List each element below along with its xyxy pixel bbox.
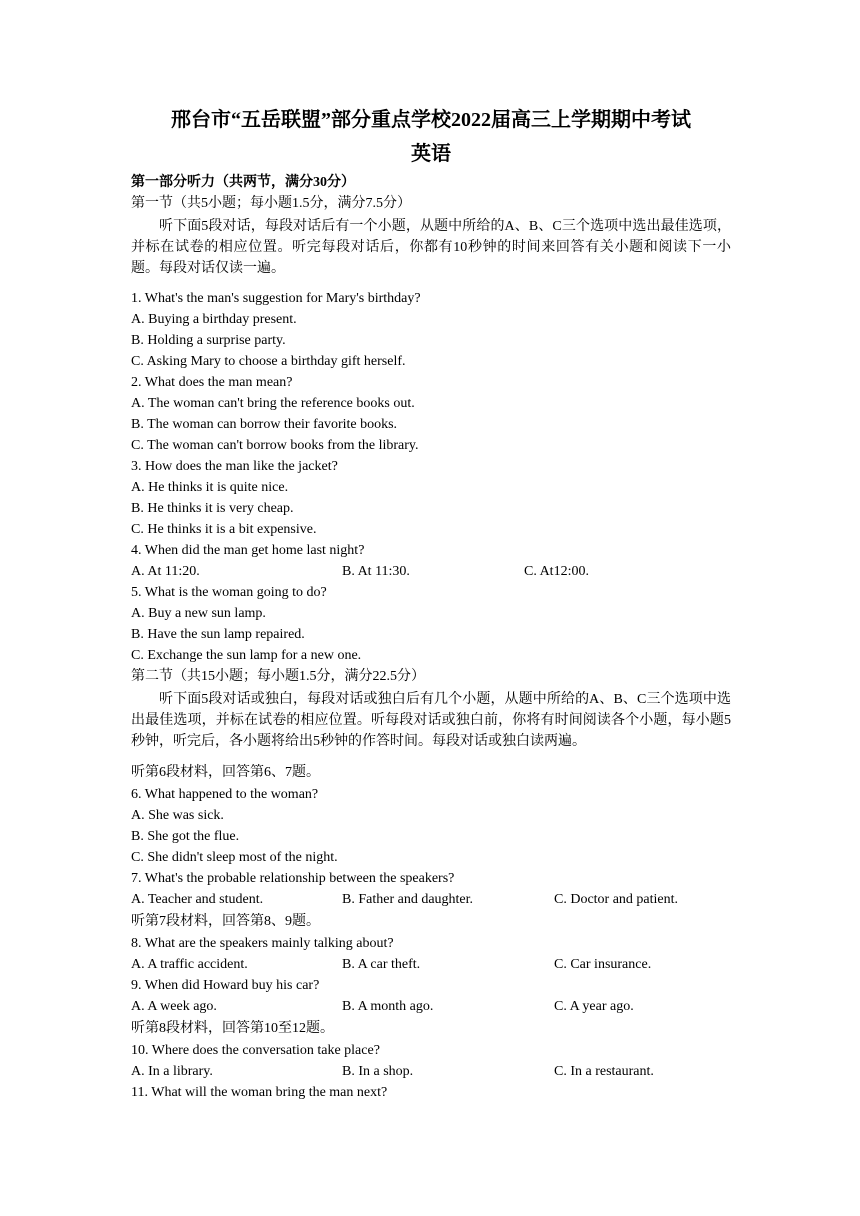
q10-option-a: A. In a library. bbox=[131, 1064, 213, 1079]
q4-stem: 4. When did the man get home last night? bbox=[131, 543, 365, 558]
q8-option-b: B. A car theft. bbox=[342, 957, 421, 972]
q3-option-c: C. He thinks it is a bit expensive. bbox=[131, 522, 317, 537]
q6-option-a: A. She was sick. bbox=[131, 808, 224, 823]
q5-option-b: B. Have the sun lamp repaired. bbox=[131, 627, 305, 642]
q2-stem: 2. What does the man mean? bbox=[131, 375, 293, 390]
q3-option-b: B. He thinks it is very cheap. bbox=[131, 501, 294, 516]
q8-option-c: C. Car insurance. bbox=[554, 957, 652, 972]
q7-option-b: B. Father and daughter. bbox=[342, 892, 474, 907]
q9-option-c: C. A year ago. bbox=[554, 999, 634, 1014]
exam-subject: 英语 bbox=[411, 143, 451, 165]
q1-stem: 1. What's the man's suggestion for Mary's birthday? bbox=[131, 291, 421, 306]
q3-option-a: A. He thinks it is quite nice. bbox=[131, 480, 289, 495]
section2-instructions: 听下面5段对话或独白，每段对话或独白后有几个小题，从题中所给的A、B、C三个选项中选出最佳选项，并标在试卷的相应位置。听每段对话或独白前，你将有时间阅读各个小题，每小题5秒钟，听完后，各小题将给出5秒钟的作答时间。每段对话或独白读两遍。 bbox=[131, 692, 731, 749]
q8-option-a: A. A traffic accident. bbox=[131, 957, 248, 972]
q10-option-b: B. In a shop. bbox=[342, 1064, 414, 1079]
q9-stem: 9. When did Howard buy his car? bbox=[131, 978, 320, 993]
q11-stem: 11. What will the woman bring the man next? bbox=[131, 1085, 388, 1100]
q2-option-c: C. The woman can't borrow books from the library. bbox=[131, 438, 419, 453]
section2-heading: 第二节（共15小题；每小题1.5分，满分22.5分） bbox=[131, 669, 425, 684]
q10-option-c: C. In a restaurant. bbox=[554, 1064, 654, 1079]
q6-stem: 6. What happened to the woman? bbox=[131, 787, 319, 802]
material8-label: 听第8段材料，回答第10至12题。 bbox=[131, 1021, 334, 1036]
q2-option-b: B. The woman can borrow their favorite books. bbox=[131, 417, 398, 432]
q9-option-b: B. A month ago. bbox=[342, 999, 434, 1014]
q6-option-c: C. She didn't sleep most of the night. bbox=[131, 850, 338, 865]
q5-option-a: A. Buy a new sun lamp. bbox=[131, 606, 266, 621]
q2-option-a: A. The woman can't bring the reference books out. bbox=[131, 396, 415, 411]
q1-option-c: C. Asking Mary to choose a birthday gift herself. bbox=[131, 354, 406, 369]
material7-label: 听第7段材料，回答第8、9题。 bbox=[131, 914, 320, 929]
q1-option-b: B. Holding a surprise party. bbox=[131, 333, 286, 348]
q9-option-a: A. A week ago. bbox=[131, 999, 217, 1014]
part1-heading: 第一部分听力（共两节，满分30分） bbox=[131, 175, 355, 190]
q10-stem: 10. Where does the conversation take place? bbox=[131, 1043, 380, 1058]
q7-stem: 7. What's the probable relationship between the speakers? bbox=[131, 871, 455, 886]
q5-stem: 5. What is the woman going to do? bbox=[131, 585, 327, 600]
q3-stem: 3. How does the man like the jacket? bbox=[131, 459, 338, 474]
section1-heading: 第一节（共5小题；每小题1.5分，满分7.5分） bbox=[131, 196, 411, 211]
q7-option-c: C. Doctor and patient. bbox=[554, 892, 679, 907]
q4-option-c: C. At12:00. bbox=[524, 564, 589, 579]
q4-option-a: A. At 11:20. bbox=[131, 564, 200, 579]
q7-option-a: A. Teacher and student. bbox=[131, 892, 264, 907]
q8-stem: 8. What are the speakers mainly talking about? bbox=[131, 936, 394, 951]
section1-instructions: 听下面5段对话，每段对话后有一个小题，从题中所给的A、B、C三个选项中选出最佳选项，并标在试卷的相应位置。听完每段对话后，你都有10秒钟的时间来回答有关小题和阅读下一小题。每段对话仅读一遍。 bbox=[131, 219, 731, 276]
q4-option-b: B. At 11:30. bbox=[342, 564, 410, 579]
q1-option-a: A. Buying a birthday present. bbox=[131, 312, 297, 327]
material6-label: 听第6段材料，回答第6、7题。 bbox=[131, 765, 320, 780]
exam-title: 邢台市“五岳联盟”部分重点学校2022届高三上学期期中考试 bbox=[171, 109, 691, 131]
q6-option-b: B. She got the flue. bbox=[131, 829, 240, 844]
q5-option-c: C. Exchange the sun lamp for a new one. bbox=[131, 648, 362, 663]
